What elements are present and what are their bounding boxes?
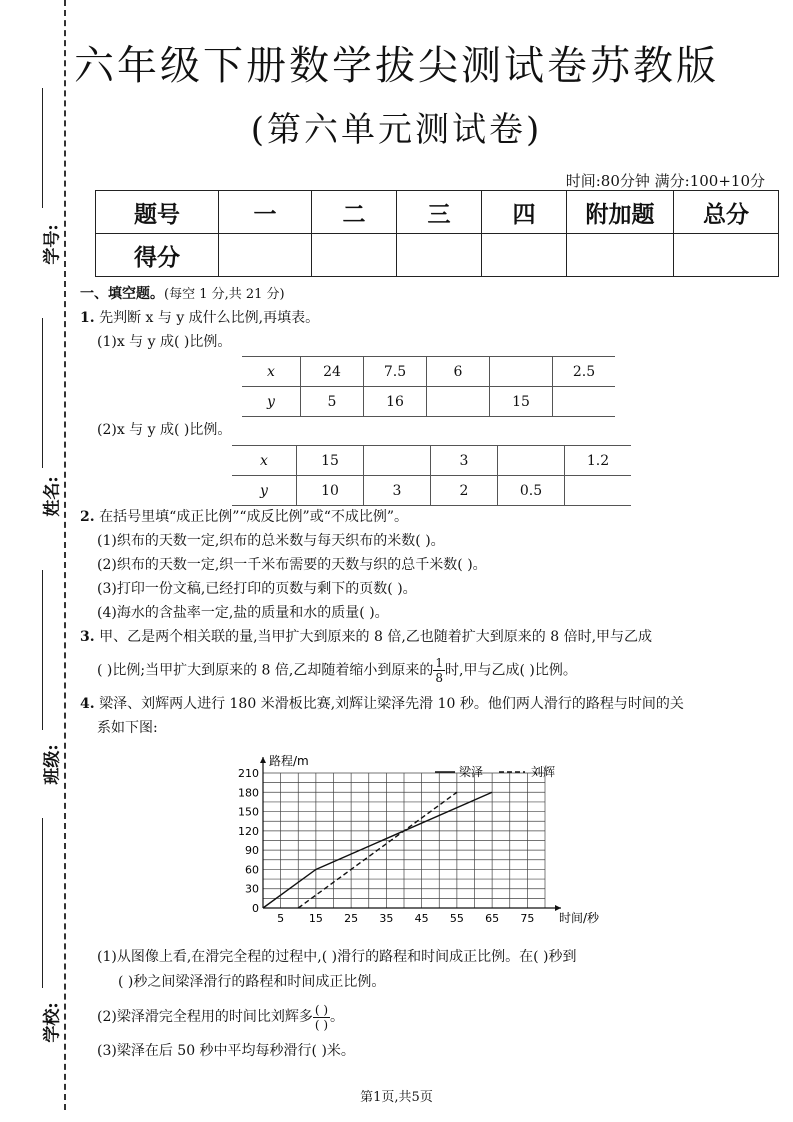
time-info: 时间:80分钟 满分:100+10分 [565, 172, 765, 190]
table-cell: 1.2 [565, 446, 632, 476]
y-tick-label: 120 [238, 824, 259, 838]
score-input-cell[interactable] [567, 234, 674, 277]
y-tick-label: 30 [245, 882, 259, 896]
x-tick-label: 25 [344, 912, 359, 925]
question-text: 先判断 x 与 y 成什么比例,再填表。 [99, 310, 320, 326]
fraction-denominator: ( ) [314, 1017, 329, 1032]
table-cell: 7.5 [364, 357, 427, 387]
fraction-numerator: ( ) [314, 1002, 329, 1017]
section-heading [80, 284, 285, 305]
q2-item-1[interactable]: (1)织布的天数一定,织布的总米数与每天织布的米数( )。 [97, 533, 445, 549]
score-input-cell[interactable] [312, 234, 397, 277]
question-3 [80, 627, 652, 647]
table-cell[interactable] [498, 446, 565, 476]
section-heading-note: (每空 1 分,共 21 分) [164, 287, 285, 302]
score-input-cell[interactable] [674, 234, 779, 277]
question-4-line2: 系如下图: [97, 720, 158, 736]
q1-table1 [242, 356, 615, 417]
q1-table2 [232, 445, 631, 506]
q4-sub3[interactable]: (3)梁泽在后 50 秒中平均每秒滑行( )米。 [97, 1043, 355, 1059]
score-header-cell: 总分 [674, 191, 779, 234]
y-axis-label: 路程/m [269, 754, 309, 768]
q1-part1: (1)x 与 y 成( )比例。 [97, 334, 232, 350]
student-id-label: 学号: [42, 224, 63, 265]
question-2 [80, 507, 408, 527]
question-text: 梁泽、刘辉两人进行 180 米滑板比赛,刘辉让梁泽先滑 10 秒。他们两人滑行的路程与时间的关 [99, 696, 684, 712]
q2-item-3[interactable]: (3)打印一份文稿,已经打印的页数与剩下的页数( )。 [97, 581, 417, 597]
fraction-denominator: 8 [435, 671, 443, 685]
table-cell[interactable] [565, 476, 632, 506]
score-header-cell: 附加题 [567, 191, 674, 234]
table-cell: 15 [490, 387, 553, 417]
y-tick-label: 90 [245, 844, 259, 858]
table-cell[interactable] [553, 387, 616, 417]
q2-item-4[interactable]: (4)海水的含盐率一定,盐的质量和水的质量( )。 [97, 605, 389, 621]
fraction-numerator: 1 [435, 656, 443, 670]
score-header-cell: 题号 [96, 191, 219, 234]
score-table-score-row [96, 234, 779, 277]
score-table [95, 190, 779, 277]
question-number: 4. [80, 696, 95, 712]
table-cell: 5 [301, 387, 364, 417]
score-table-header-row [96, 191, 779, 234]
y-tick-label: 210 [238, 767, 259, 780]
score-input-cell[interactable] [397, 234, 482, 277]
q3-blank-text[interactable]: ( )比例;当甲扩大到原来的 8 倍,乙却随着缩小到原来的 [97, 662, 434, 679]
x-tick-label: 45 [414, 912, 429, 925]
score-header-cell: 三 [397, 191, 482, 234]
fraction-blank[interactable] [313, 1003, 330, 1032]
score-header-cell: 二 [312, 191, 397, 234]
score-row-label: 得分 [96, 234, 219, 277]
school-label: 学校: [42, 1002, 63, 1043]
y-tick-label: 0 [252, 902, 259, 915]
table-cell: 16 [364, 387, 427, 417]
table-row-label: x [232, 446, 297, 476]
table-cell: 2.5 [553, 357, 616, 387]
question-number: 3. [80, 629, 95, 645]
x-tick-label: 55 [449, 912, 464, 925]
x-tick-label: 35 [379, 912, 394, 925]
table-row-label: x [242, 357, 301, 387]
q4-sub2-end: 。 [330, 1009, 345, 1025]
binding-dash-line [64, 0, 66, 1110]
q3-blank-text-2[interactable]: 时,甲与乙成( )比例。 [445, 662, 577, 679]
score-header-cell: 四 [482, 191, 567, 234]
table-cell: 6 [427, 357, 490, 387]
table-cell[interactable] [427, 387, 490, 417]
school-line [42, 818, 43, 988]
q2-item-2[interactable]: (2)织布的天数一定,织一千米布需要的天数与织的总千米数( )。 [97, 557, 487, 573]
table-cell: 15 [297, 446, 364, 476]
class-line [42, 570, 43, 730]
table-row-label: y [242, 387, 301, 417]
y-tick-label: 150 [238, 805, 259, 819]
table-row [232, 476, 631, 506]
question-text: 甲、乙是两个相关联的量,当甲扩大到原来的 8 倍,乙也随着扩大到原来的 8 倍时,甲与乙成 [99, 629, 653, 645]
page-subtitle: (第六单元测试卷) [250, 110, 543, 150]
class-label: 班级: [42, 744, 63, 785]
q4-sub1-line2[interactable]: ( )秒之间梁泽滑行的路程和时间成正比例。 [118, 974, 386, 990]
page-title: 六年级下册数学拔尖测试卷苏教版 [74, 43, 719, 89]
score-input-cell[interactable] [482, 234, 567, 277]
page-footer: 第1页,共5页 [360, 1090, 433, 1105]
table-cell[interactable] [364, 446, 431, 476]
table-cell: 3 [431, 446, 498, 476]
question-number: 1. [80, 310, 95, 326]
q4-sub2 [97, 1002, 344, 1032]
y-tick-label: 180 [238, 786, 259, 800]
question-1 [80, 308, 319, 328]
q4-sub1-line1[interactable]: (1)从图像上看,在滑完全程的过程中,( )滑行的路程和时间成正比例。在( )秒到 [97, 949, 577, 965]
fraction [433, 656, 445, 685]
x-tick-label: 5 [277, 912, 285, 925]
legend-label: 梁泽 [459, 765, 484, 779]
table-row [232, 446, 631, 476]
table-row [242, 357, 615, 387]
table-row [242, 387, 615, 417]
x-tick-label: 75 [520, 912, 535, 925]
table-cell: 24 [301, 357, 364, 387]
question-text: 在括号里填“成正比例”“成反比例”或“不成比例”。 [99, 509, 409, 525]
table-cell: 0.5 [498, 476, 565, 506]
name-label: 姓名: [42, 476, 63, 517]
table-row-label: y [232, 476, 297, 506]
table-cell: 2 [431, 476, 498, 506]
x-tick-label: 65 [485, 912, 500, 925]
table-cell: 3 [364, 476, 431, 506]
question-4 [80, 694, 684, 714]
y-axis-arrow [260, 757, 266, 763]
x-axis-label: 时间/秒 [559, 911, 600, 925]
legend-label: 刘辉 [531, 765, 556, 779]
q1-part2: (2)x 与 y 成( )比例。 [97, 422, 232, 438]
table-cell: 10 [297, 476, 364, 506]
question-3-line2 [97, 656, 577, 685]
y-tick-label: 60 [245, 863, 259, 877]
distance-time-chart [225, 750, 645, 930]
q4-sub2-text: (2)梁泽滑完全程用的时间比刘辉多 [97, 1009, 313, 1025]
score-input-cell[interactable] [219, 234, 312, 277]
question-number: 2. [80, 509, 95, 525]
score-header-cell: 一 [219, 191, 312, 234]
table-cell[interactable] [490, 357, 553, 387]
x-tick-label: 15 [308, 912, 323, 925]
name-line [42, 318, 43, 468]
section-heading-title: 一、填空题。 [80, 286, 164, 302]
